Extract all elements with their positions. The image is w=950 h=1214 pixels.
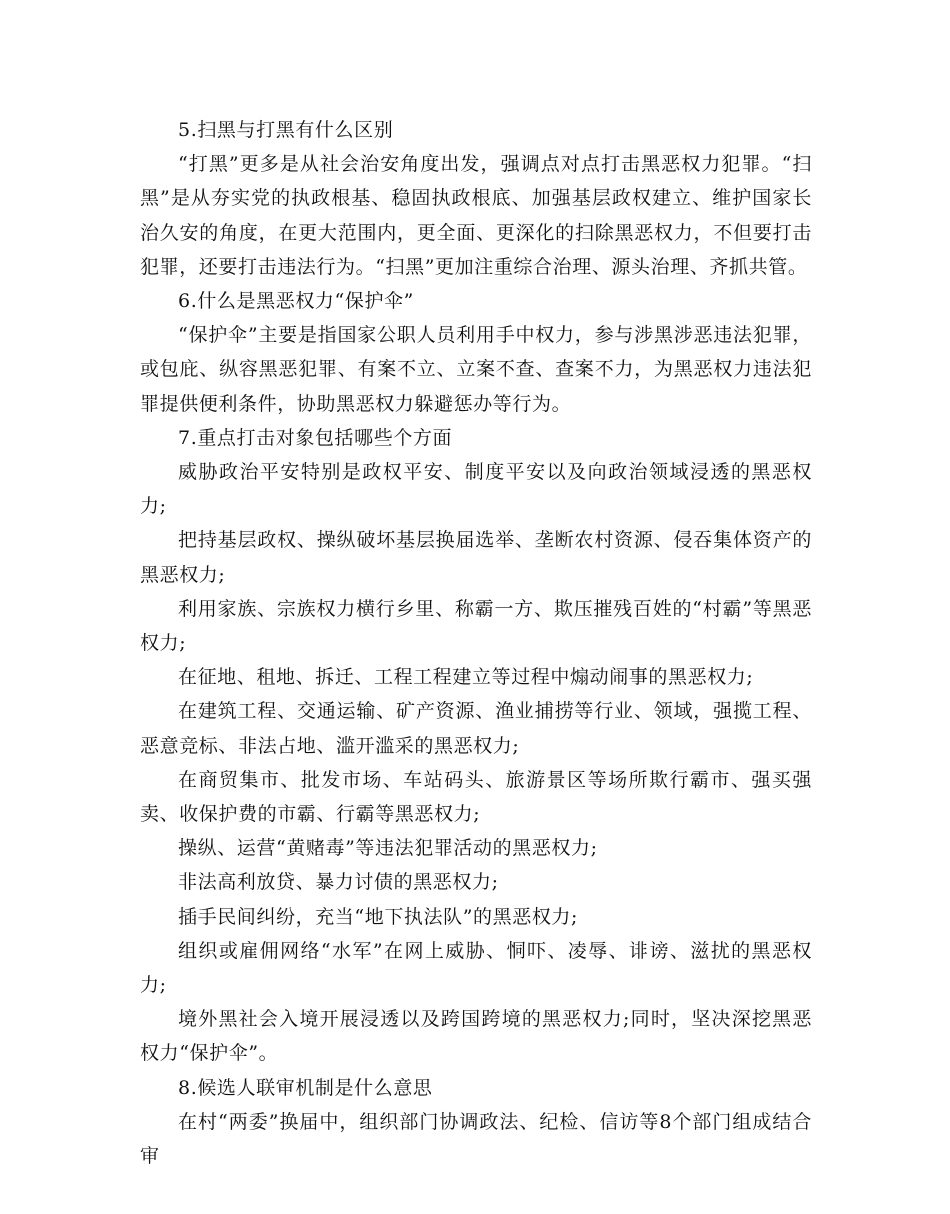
list-item: 境外黑社会入境开展浸透以及跨国跨境的黑恶权力;同时，坚决深挖黑恶权力“保护伞”。 [140, 1008, 812, 1065]
list-item: 非法高利放贷、暴力讨债的黑恶权力; [178, 871, 499, 894]
section-heading-8: 8.候选人联审机制是什么意思 [178, 1076, 433, 1099]
document-page [140, 113, 812, 1173]
list-item: 威胁政治平安特别是政权平安、制度平安以及向政治领域浸透的黑恶权力; [140, 461, 812, 518]
section-heading-6: 6.什么是黑恶权力“保护伞” [178, 290, 414, 313]
section-heading-5: 5.扫黑与打黑有什么区别 [178, 119, 394, 141]
section-heading-7: 7.重点打击对象包括哪些个方面 [178, 426, 453, 449]
list-item: 组织或雇佣网络“水军”在网上威胁、恫吓、凌辱、诽谤、滋扰的黑恶权力; [140, 939, 812, 997]
list-item: 在征地、租地、拆迁、工程工程建立等过程中煽动闹事的黑恶权力; [178, 666, 754, 689]
list-item: 插手民间纠纷，充当“地下执法队”的黑恶权力; [178, 905, 579, 928]
paragraph: 在村“两委”换届中，组织部门协调政法、纪检、信访等8个部门组成结合审 [140, 1110, 812, 1168]
list-item: 把持基层政权、操纵破坏基层换届选举、垄断农村资源、侵吞集体资产的黑恶权力; [140, 529, 812, 586]
list-item: 操纵、运营“黄赌毒”等违法犯罪活动的黑恶权力; [178, 837, 598, 860]
list-item: 利用家族、宗族权力横行乡里、称霸一方、欺压摧残百姓的“村霸”等黑恶权力; [140, 597, 812, 655]
paragraph: “打黑”更多是从社会治安角度出发，强调点对点打击黑恶权力犯罪。“扫黑”是从夯实党的执政根基、稳固执政根底、加强基层政权建立、维护国家长治久安的角度，在更大范围内，更全面、更深化的扫除黑恶权力，不但要打击犯罪，还要打击违法行为。“扫黑”更加注重综合治理、源头治理、齐抓共管。 [140, 153, 812, 278]
list-item: 在商贸集市、批发市场、车站码头、旅游景区等场所欺行霸市、强买强卖、收保护费的市霸、行霸等黑恶权力; [140, 768, 812, 826]
paragraph: “保护伞”主要是指国家公职人员利用手中权力，参与涉黑涉恶违法犯罪，或包庇、纵容黑恶犯罪、有案不立、立案不查、查案不力，为黑恶权力违法犯罪提供便利条件，协助黑恶权力躲避惩办等行为。 [140, 324, 812, 415]
list-item: 在建筑工程、交通运输、矿产资源、渔业捕捞等行业、领域，强揽工程、恶意竞标、非法占地、滥开滥采的黑恶权力; [140, 700, 812, 757]
